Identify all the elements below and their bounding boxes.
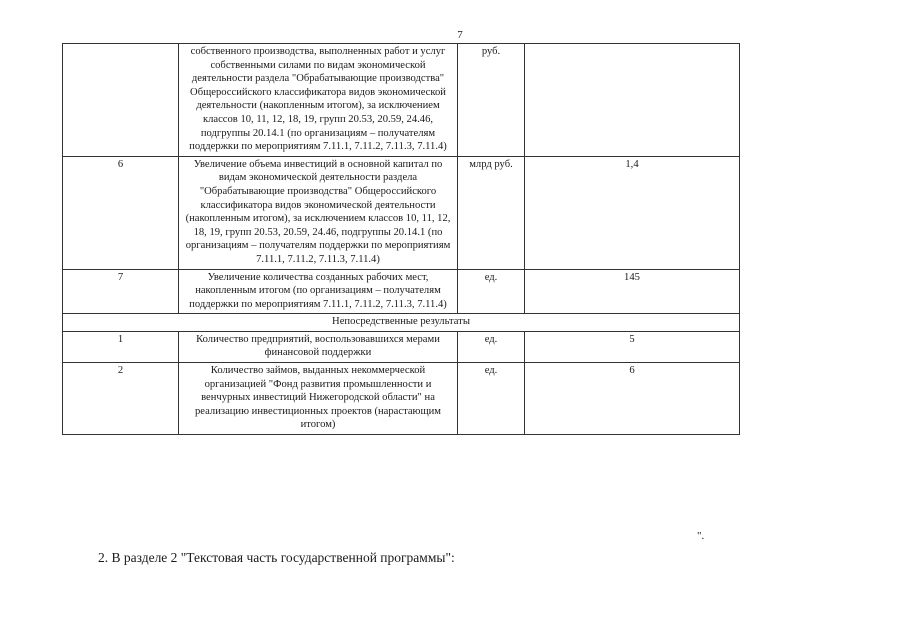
table-row bbox=[63, 363, 740, 435]
row-number: 2 bbox=[63, 363, 179, 435]
indicator-name: Количество займов, выданных некоммерческой организацией "Фонд развития промышленности и венчурных инвестиций Нижегородской области" на реализацию инвестиционных проектов (нарастающим итогом) bbox=[179, 363, 458, 435]
section-header: Непосредственные результаты bbox=[63, 314, 740, 332]
row-number: 6 bbox=[63, 156, 179, 269]
value-cell: 5 bbox=[525, 331, 740, 362]
indicator-name: Количество предприятий, воспользовавшихся мерами финансовой поддержки bbox=[179, 331, 458, 362]
indicator-name: Увеличение количества созданных рабочих мест, накопленным итогом (по организациям – получателям поддержки по мероприятиям 7.11.1, 7.11.2, 7.11.3, 7.11.4) bbox=[179, 269, 458, 314]
unit-cell: млрд руб. bbox=[458, 156, 525, 269]
indicator-name: собственного производства, выполненных работ и услуг собственными силами по видам экономической деятельности раздела "Обрабатывающие производства" Общероссийского классификатора видов экономической деятельности (накопленным итогом), за исключением классов 10, 11, 12, 18, 19, групп 20.53, 20.59, 24.46, подгруппы 20.14.1 (по организациям – получателям поддержки по мероприятиям 7.11.1, 7.11.2, 7.11.3, 7.11.4) bbox=[179, 44, 458, 157]
unit-cell: ед. bbox=[458, 363, 525, 435]
indicators-table bbox=[62, 43, 740, 435]
indicator-name: Увеличение объема инвестиций в основной капитал по видам экономической деятельности раздела "Обрабатывающие производства" Общероссийского классификатора видов экономической деятельности (накопленным итогом), за исключением классов 10, 11, 12, 18, 19, групп 20.53, 20.59, 24.46, подгруппы 20.14.1 (по организациям – получателям поддержки по мероприятиям 7.11.1, 7.11.2, 7.11.3, 7.11.4) bbox=[179, 156, 458, 269]
row-number: 7 bbox=[63, 269, 179, 314]
unit-cell: ед. bbox=[458, 331, 525, 362]
table-row bbox=[63, 269, 740, 314]
table-row bbox=[63, 331, 740, 362]
paragraph-text: 2. В разделе 2 "Текстовая часть государственной программы": bbox=[98, 550, 455, 565]
row-number: 1 bbox=[63, 331, 179, 362]
table-row bbox=[63, 44, 740, 157]
table-row bbox=[63, 156, 740, 269]
value-cell: 6 bbox=[525, 363, 740, 435]
unit-cell: ед. bbox=[458, 269, 525, 314]
page-number: 7 bbox=[457, 29, 463, 41]
value-cell bbox=[525, 44, 740, 157]
unit-cell: руб. bbox=[458, 44, 525, 157]
closing-quote: ". bbox=[697, 530, 705, 542]
section-row bbox=[63, 314, 740, 332]
value-cell: 1,4 bbox=[525, 156, 740, 269]
row-number bbox=[63, 44, 179, 157]
value-cell: 145 bbox=[525, 269, 740, 314]
